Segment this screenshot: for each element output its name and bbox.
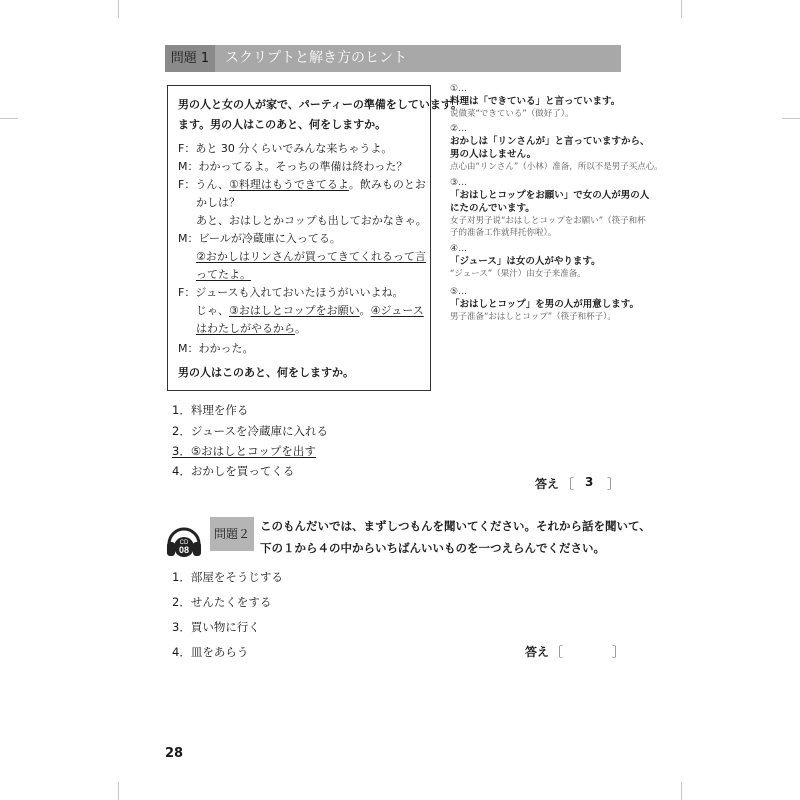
choice-item: 2．せんたくをする [172, 595, 272, 609]
crop-mark [118, 0, 119, 18]
answer-bracket-close: ］ [612, 645, 625, 659]
hint-number: ⑤… [450, 287, 468, 297]
hint-item [450, 84, 635, 120]
hint-cn: “ジュース”（果汁）由女子来准备。 [450, 269, 586, 279]
answer-bracket-close: ］ [607, 477, 620, 491]
cd-track-number: 08 [178, 545, 190, 555]
answer-value: 3 [585, 475, 594, 489]
hint-item [450, 287, 640, 323]
dialogue-line: F：ジュースも入れておいたほうがいいよね。 [178, 286, 404, 299]
hint-number: ②… [450, 124, 468, 134]
cd-label: CD [179, 540, 189, 546]
hint-marked-text: はわたしがやるから [196, 322, 295, 335]
hint-marked-text: ってたよ。 [196, 268, 251, 281]
correct-choice-text: 3．⑤おはしとコップを出す [172, 444, 316, 458]
hint-marked-text: ④ジュース [370, 304, 424, 317]
section-header [165, 45, 621, 72]
hint-jp: 「ジュース」は女の人がやります。 [450, 256, 601, 267]
dialogue-segment: 。 [359, 304, 371, 317]
q2-instruction: このもんだいでは、まずしつもんを聞いてください。それから話を聞いて、 [260, 519, 651, 533]
hint-cn: 说做菜“できている”（做好了）。 [450, 109, 574, 119]
hint-jp: おかしは「リンさんが」と言っていますから、 [450, 136, 650, 147]
crop-mark [681, 0, 682, 18]
crop-mark [782, 118, 800, 119]
dialogue-line: かしは？ [196, 196, 240, 209]
page-number: 28 [165, 746, 184, 761]
dialogue-line: あと、おはしとかコップも出しておかなきゃ。 [196, 214, 427, 227]
hint-cn: 女子对男子说“おはしとコップをお願い”（筷子和杯 [450, 216, 646, 226]
hint-item [450, 244, 635, 280]
dialogue-line [178, 178, 426, 192]
dialogue-line: M：わかった。 [178, 342, 254, 355]
cd-headphone-icon [164, 520, 204, 560]
hint-marked-text: ②おかしはリンさんが買ってきてくれるって言 [196, 250, 426, 263]
question-text: ます。男の人はこのあと、何をしますか。 [178, 118, 387, 131]
answer-bracket-open: ［ [562, 477, 575, 491]
hint-jp: にたのんでいます。 [450, 203, 535, 214]
section-title: スクリプトと解き方のヒント [225, 50, 407, 66]
dialogue-line: F：あと 30 分くらいでみんな来ちゃうよ。 [178, 142, 393, 155]
question-text: 男の人はこのあと、何をしますか。 [178, 366, 354, 379]
hint-item [450, 178, 650, 239]
hint-jp: 料理は「できている」と言っています。 [450, 96, 621, 107]
choice-item: 1．料理を作る [172, 403, 249, 417]
hint-jp: 「おはしとコップ」を男の人が用意します。 [450, 299, 640, 310]
dialogue-line [196, 304, 424, 318]
hint-jp: 「おはしとコップをお願い」で女の人が男の人 [450, 190, 650, 201]
dialogue-segment: じゃ、 [196, 304, 229, 317]
hint-number: ④… [450, 244, 468, 254]
hint-marked-text: ③おはしとコップをお願い [229, 304, 360, 317]
hint-marked-text: ①料理はもうできてるよ [229, 178, 349, 191]
hint-cn: 男子准备“おはしとコップ”（筷子和杯子）。 [450, 312, 616, 322]
hint-jp: 男の人はしません。 [450, 149, 537, 160]
choice-item [172, 444, 316, 459]
q2-instruction: 下の１から４の中からいちばんいいものを一つえらんでください。 [260, 541, 605, 555]
question-2-label: 問題２ [210, 517, 254, 551]
dialogue-segment: F：うん、 [178, 178, 229, 191]
section-number: 問題 1 [165, 45, 215, 72]
script-box [167, 85, 463, 391]
hint-cn: 点心由“リンさん”（小林）准备，所以不是男子买点心。 [450, 162, 663, 172]
dialogue-line: M：ビールが冷蔵庫に入ってる。 [178, 232, 341, 245]
crop-mark [681, 782, 682, 800]
dialogue-line: M：わかってるよ。そっちの準備は終わった？ [178, 160, 408, 173]
question-text: 男の人と女の人が家で、パーティーの準備をしています。 [178, 98, 463, 111]
crop-mark [0, 118, 18, 119]
crop-mark [118, 782, 119, 800]
answer-label: 答え [535, 477, 560, 491]
choice-item: 4．皿をあらう [172, 645, 249, 659]
hint-number: ③… [450, 178, 468, 188]
answer-label: 答え [525, 645, 550, 659]
choice-item: 3．買い物に行く [172, 620, 260, 634]
choice-item: 1．部屋をそうじする [172, 570, 283, 584]
hint-number: ①… [450, 84, 468, 94]
dialogue-line [196, 268, 251, 282]
dialogue-segment: 。 [295, 322, 306, 335]
choice-item: 2．ジュースを冷蔵庫に入れる [172, 424, 329, 438]
choice-item: 4．おかしを買ってくる [172, 464, 295, 478]
dialogue-segment: 。飲みものとお [348, 178, 426, 191]
hint-cn: 子的准备工作就拜托你啦）。 [450, 228, 557, 238]
answer-bracket-open: ［ [551, 645, 564, 659]
hint-item [450, 124, 663, 173]
dialogue-line [196, 322, 306, 336]
